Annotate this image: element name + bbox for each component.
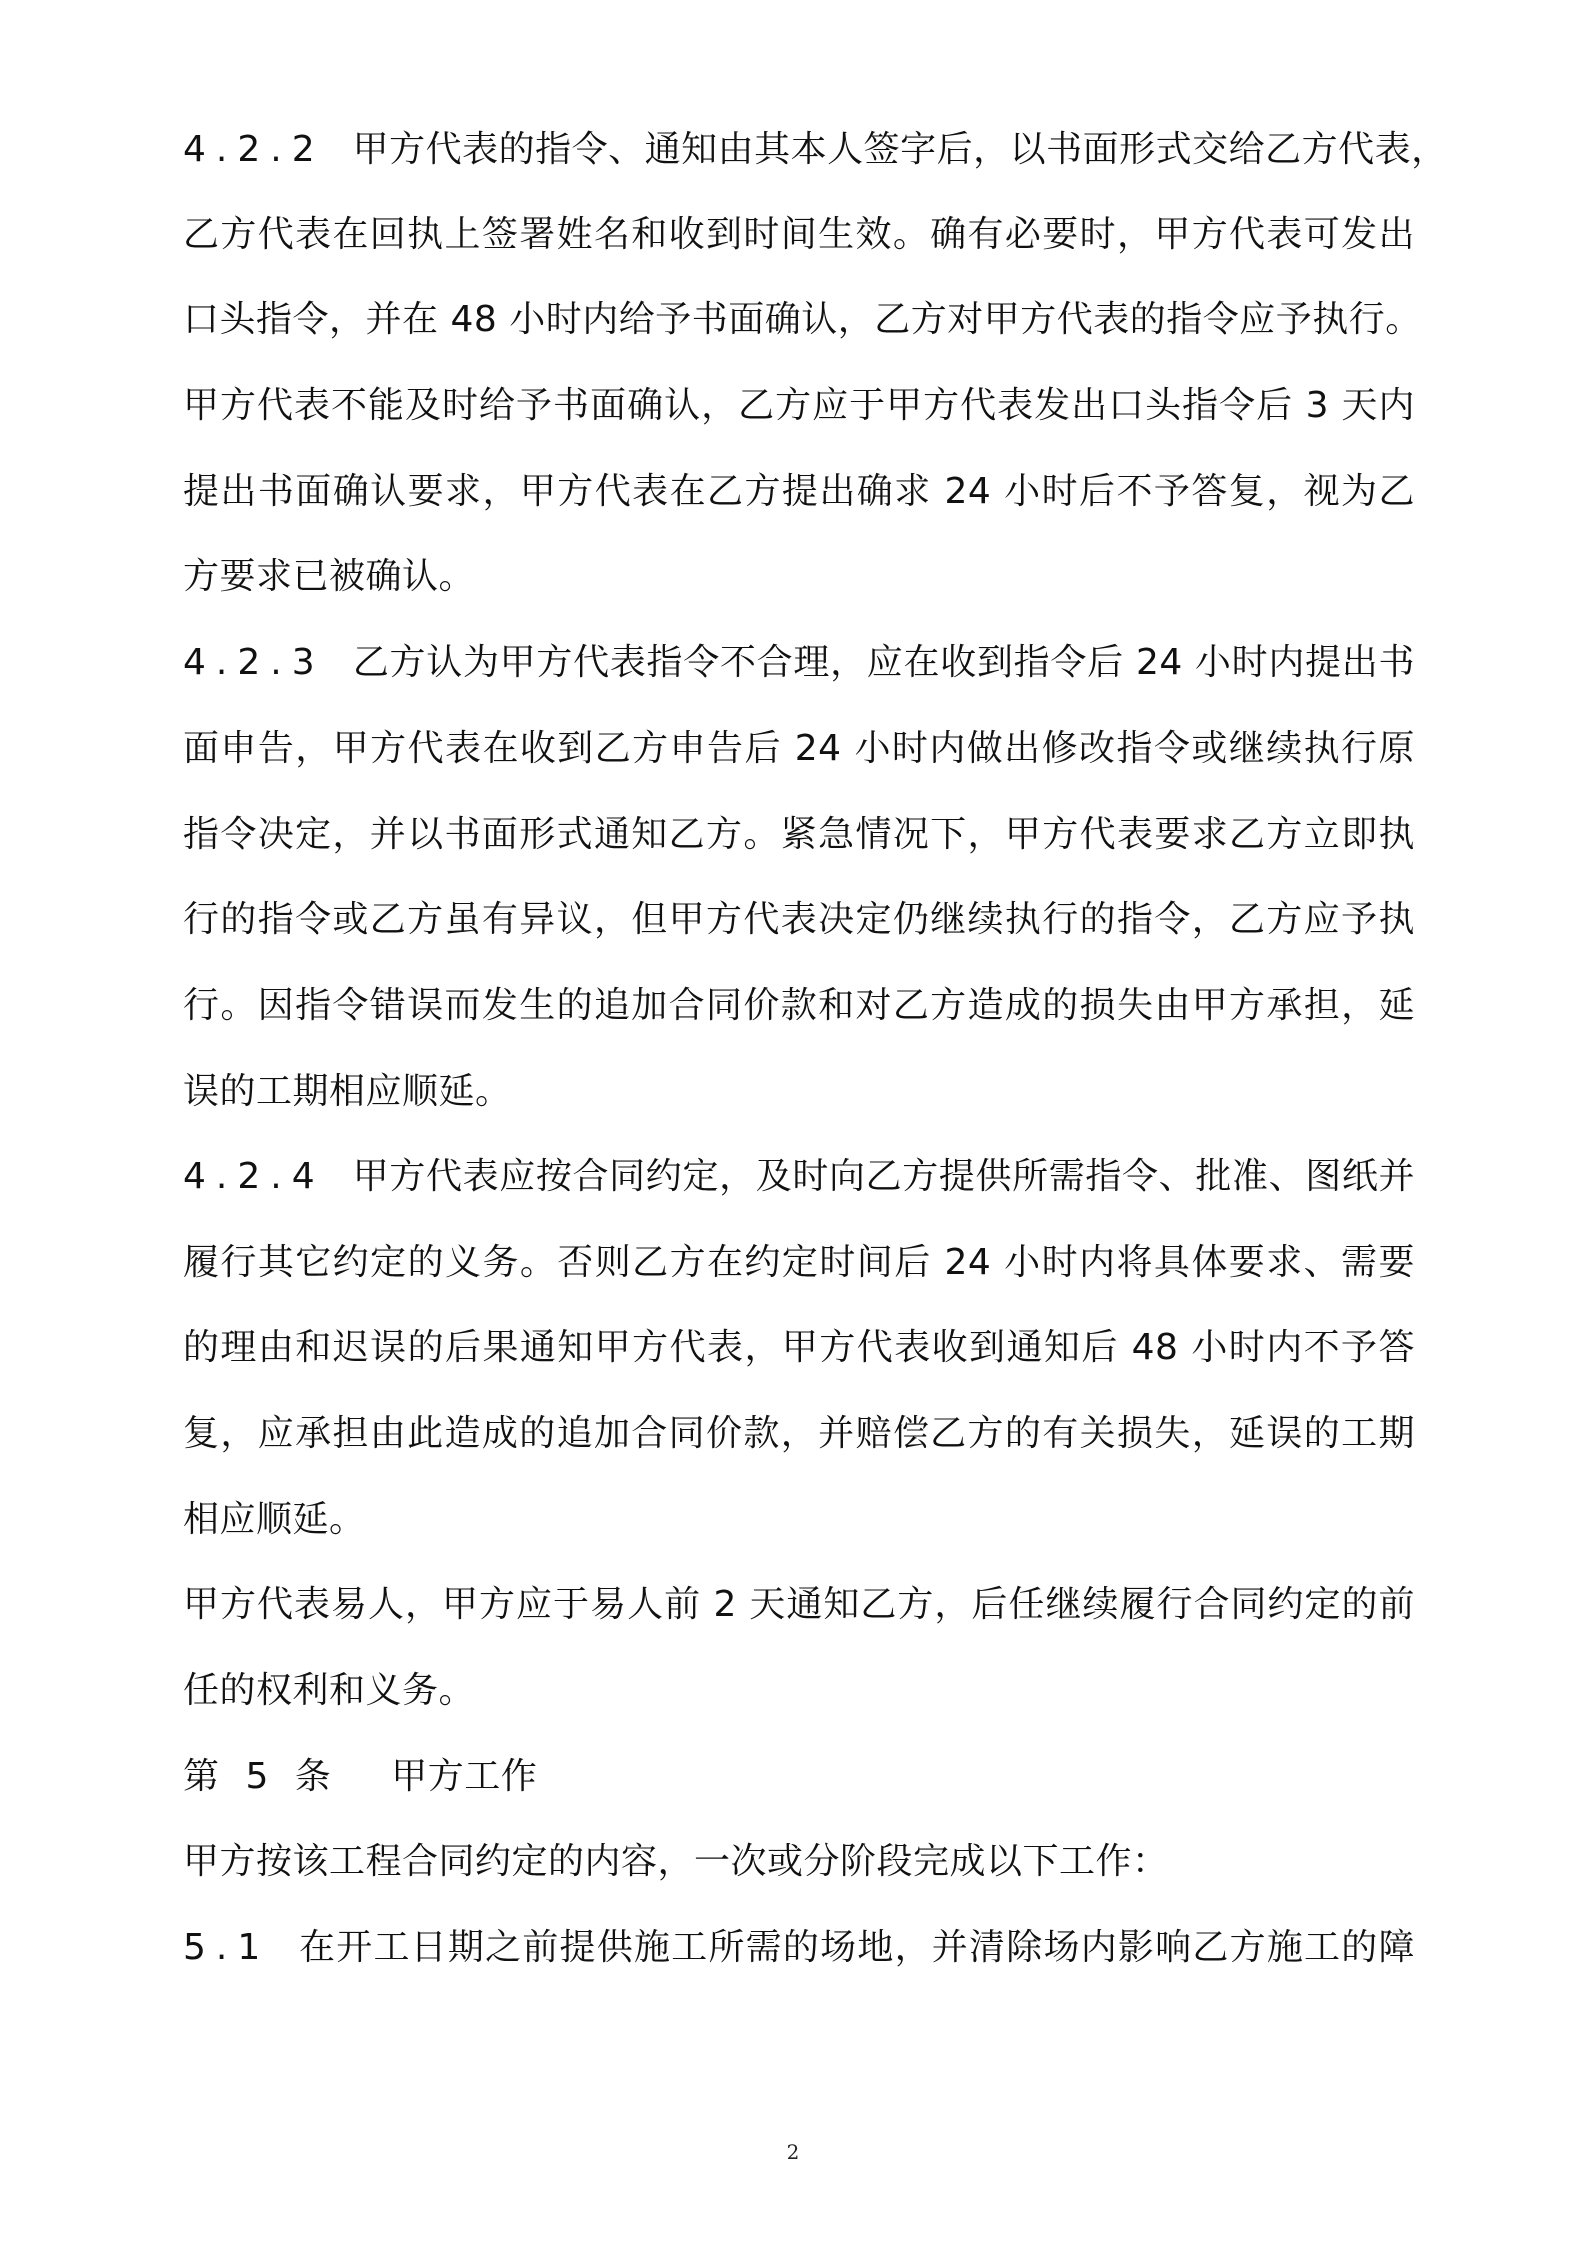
paragraph-line: 相应顺延。 [183,1499,366,1540]
clause-number: 4.2.4 [183,1156,325,1197]
paragraph-line: 方要求已被确认。 [183,556,476,597]
paragraph-line [183,1918,1415,1978]
paragraph-line: 复，应承担由此造成的追加合同价款，并赔偿乙方的有关损失，延误的工期 [183,1413,1415,1454]
clause-number: 4.2.2 [183,129,325,170]
paragraph-line: 行的指令或乙方虽有异议，但甲方代表决定仍继续执行的指令，乙方应予执 [183,899,1415,940]
paragraph-line: 甲方代表不能及时给予书面确认，乙方应于甲方代表发出口头指令后 3 天内 [183,385,1415,426]
intro-line: 甲方按该工程合同约定的内容，一次或分阶段完成以下工作： [183,1841,1169,1882]
article-title: 甲方工作 [391,1756,538,1797]
line-text: 在开工日期之前提供施工所需的场地，并清除场内影响乙方施工的障 [298,1927,1415,1968]
paragraph-line [183,120,1448,180]
paragraph-line: 乙方代表在回执上签署姓名和收到时间生效。确有必要时，甲方代表可发出 [183,214,1415,255]
paragraph-line [183,1147,1415,1207]
paragraph-line: 指令决定，并以书面形式通知乙方。紧急情况下，甲方代表要求乙方立即执 [183,814,1415,855]
paragraph-line: 甲方代表易人，甲方应于易人前 2 天通知乙方，后任继续履行合同约定的前 [183,1584,1415,1625]
paragraph-line: 的理由和迟误的后果通知甲方代表，甲方代表收到通知后 48 小时内不予答 [183,1327,1415,1368]
paragraph-line: 面申告，甲方代表在收到乙方申告后 24 小时内做出修改指令或继续执行原 [183,728,1415,769]
paragraph-line: 提出书面确认要求，甲方代表在乙方提出确求 24 小时后不予答复，视为乙 [183,471,1415,512]
paragraph-line [183,633,1415,693]
paragraph-line: 误的工期相应顺延。 [183,1071,512,1112]
line-text: 甲方代表应按合同约定，及时向乙方提供所需指令、批准、图纸并 [352,1156,1415,1197]
line-text: 甲方代表的指令、通知由其本人签字后，以书面形式交给乙方代表， [352,129,1448,170]
paragraph-line: 口头指令，并在 48 小时内给予书面确认，乙方对甲方代表的指令应予执行。 [183,299,1422,340]
page-number: 2 [786,2140,800,2164]
clause-number: 5.1 [183,1927,271,1968]
article-number: 第 5 条 [183,1756,332,1797]
paragraph-line: 行。因指令错误而发生的追加合同价款和对乙方造成的损失由甲方承担，延 [183,985,1415,1026]
line-text: 乙方认为甲方代表指令不合理，应在收到指令后 24 小时内提出书 [352,642,1415,683]
paragraph-line: 任的权利和义务。 [183,1670,476,1711]
article-heading [183,1747,1415,1807]
clause-number: 4.2.3 [183,642,325,683]
paragraph-line: 履行其它约定的义务。否则乙方在约定时间后 24 小时内将具体要求、需要 [183,1242,1415,1283]
